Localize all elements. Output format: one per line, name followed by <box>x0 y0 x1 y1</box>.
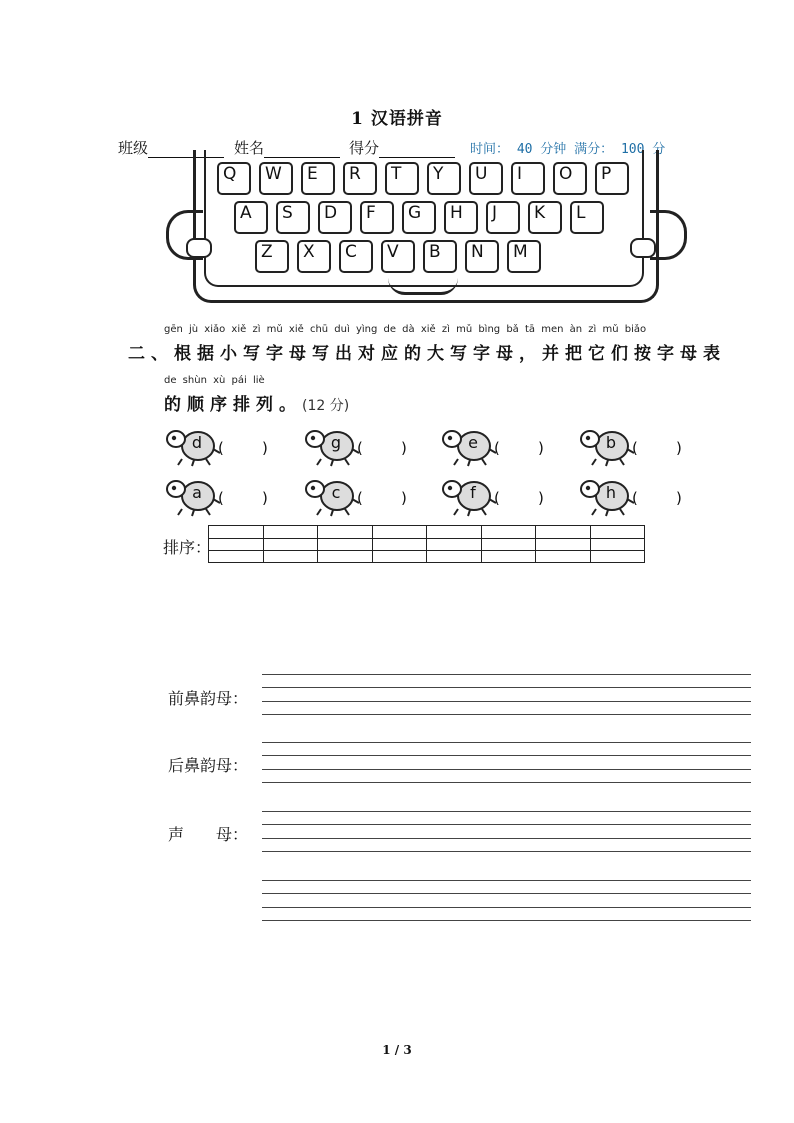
writing-line[interactable] <box>262 851 751 852</box>
key: M <box>507 240 541 273</box>
sort-cell[interactable] <box>264 526 319 562</box>
key: A <box>234 201 268 234</box>
writing-line[interactable] <box>262 755 751 756</box>
key: Q <box>217 162 251 195</box>
sort-answer-grid[interactable] <box>208 525 645 563</box>
question-text-line2 <box>164 390 349 415</box>
writing-line[interactable] <box>262 714 751 715</box>
writing-line[interactable] <box>262 674 751 675</box>
writing-line[interactable] <box>262 742 751 743</box>
key: C <box>339 240 373 273</box>
key: I <box>511 162 545 195</box>
lowercase-letter: f <box>470 483 476 502</box>
sort-cell[interactable] <box>591 526 645 562</box>
back-nasal-finals-label: 后鼻韵母： <box>168 756 249 775</box>
right-hand-icon <box>630 238 656 258</box>
answer-parentheses[interactable]: ( ) <box>357 489 407 507</box>
key: Y <box>427 162 461 195</box>
key: K <box>528 201 562 234</box>
writing-line[interactable] <box>262 824 751 825</box>
question-text-line1: 二、根据小写字母写出对应的大写字母，并把它们按字母表 <box>128 344 726 364</box>
initials-label: 声 母： <box>168 825 249 844</box>
class-label: 班级 <box>118 139 149 157</box>
question-pinyin-line2: de shùn xù pái liè <box>164 375 265 386</box>
key: P <box>595 162 629 195</box>
lowercase-letter: b <box>605 433 617 452</box>
lowercase-letter: g <box>330 433 342 452</box>
key: W <box>259 162 293 195</box>
name-label: 姓名 <box>234 139 265 157</box>
writing-line[interactable] <box>262 920 751 921</box>
writing-line[interactable] <box>262 893 751 894</box>
answer-parentheses[interactable]: ( ) <box>632 489 682 507</box>
key: B <box>423 240 457 273</box>
page-title: 1 汉语拼音 <box>351 109 443 129</box>
writing-line[interactable] <box>262 687 751 688</box>
writing-line[interactable] <box>262 769 751 770</box>
sort-cell[interactable] <box>318 526 373 562</box>
lowercase-letter: a <box>192 483 202 502</box>
left-hand-icon <box>186 238 212 258</box>
page-number: 1 / 3 <box>382 1043 412 1057</box>
key: Z <box>255 240 289 273</box>
key: R <box>343 162 377 195</box>
key: V <box>381 240 415 273</box>
key: E <box>301 162 335 195</box>
writing-line[interactable] <box>262 907 751 908</box>
lowercase-letter: d <box>191 433 203 452</box>
time-and-total-score: 时间： 40 分钟 满分： 100 分 <box>470 142 666 157</box>
lowercase-letter: e <box>468 433 478 452</box>
key: U <box>469 162 503 195</box>
answer-parentheses[interactable]: ( ) <box>494 439 544 457</box>
key: J <box>486 201 520 234</box>
sort-cell[interactable] <box>427 526 482 562</box>
writing-line[interactable] <box>262 701 751 702</box>
key: D <box>318 201 352 234</box>
key: L <box>570 201 604 234</box>
sort-label: 排序： <box>163 538 212 557</box>
question-score: (12 分) <box>302 398 350 414</box>
writing-line[interactable] <box>262 880 751 881</box>
lowercase-letter: h <box>605 483 617 502</box>
answer-parentheses[interactable]: ( ) <box>218 439 268 457</box>
sort-cell[interactable] <box>209 526 264 562</box>
key: N <box>465 240 499 273</box>
key: T <box>385 162 419 195</box>
question-pinyin-line1: gēn jù xiǎo xiě zì mǔ xiě chū duì yìng de dà xiě zì mǔ bìng bǎ tā men àn zì mǔ biǎo <box>164 324 647 335</box>
front-nasal-finals-label: 前鼻韵母： <box>168 689 249 708</box>
key: G <box>402 201 436 234</box>
answer-parentheses[interactable]: ( ) <box>357 439 407 457</box>
sort-cell[interactable] <box>482 526 537 562</box>
writing-line[interactable] <box>262 782 751 783</box>
lowercase-letter: c <box>331 483 341 502</box>
answer-parentheses[interactable]: ( ) <box>494 489 544 507</box>
keyboard-smile-icon <box>388 278 458 295</box>
answer-parentheses[interactable]: ( ) <box>218 489 268 507</box>
question-text-line2-main: 的顺序排列。 <box>164 395 302 415</box>
writing-line[interactable] <box>262 838 751 839</box>
key: O <box>553 162 587 195</box>
key: X <box>297 240 331 273</box>
sort-cell[interactable] <box>536 526 591 562</box>
writing-line[interactable] <box>262 811 751 812</box>
key: F <box>360 201 394 234</box>
sort-cell[interactable] <box>373 526 428 562</box>
key: H <box>444 201 478 234</box>
key: S <box>276 201 310 234</box>
answer-parentheses[interactable]: ( ) <box>632 439 682 457</box>
score-label: 得分 <box>349 139 380 157</box>
